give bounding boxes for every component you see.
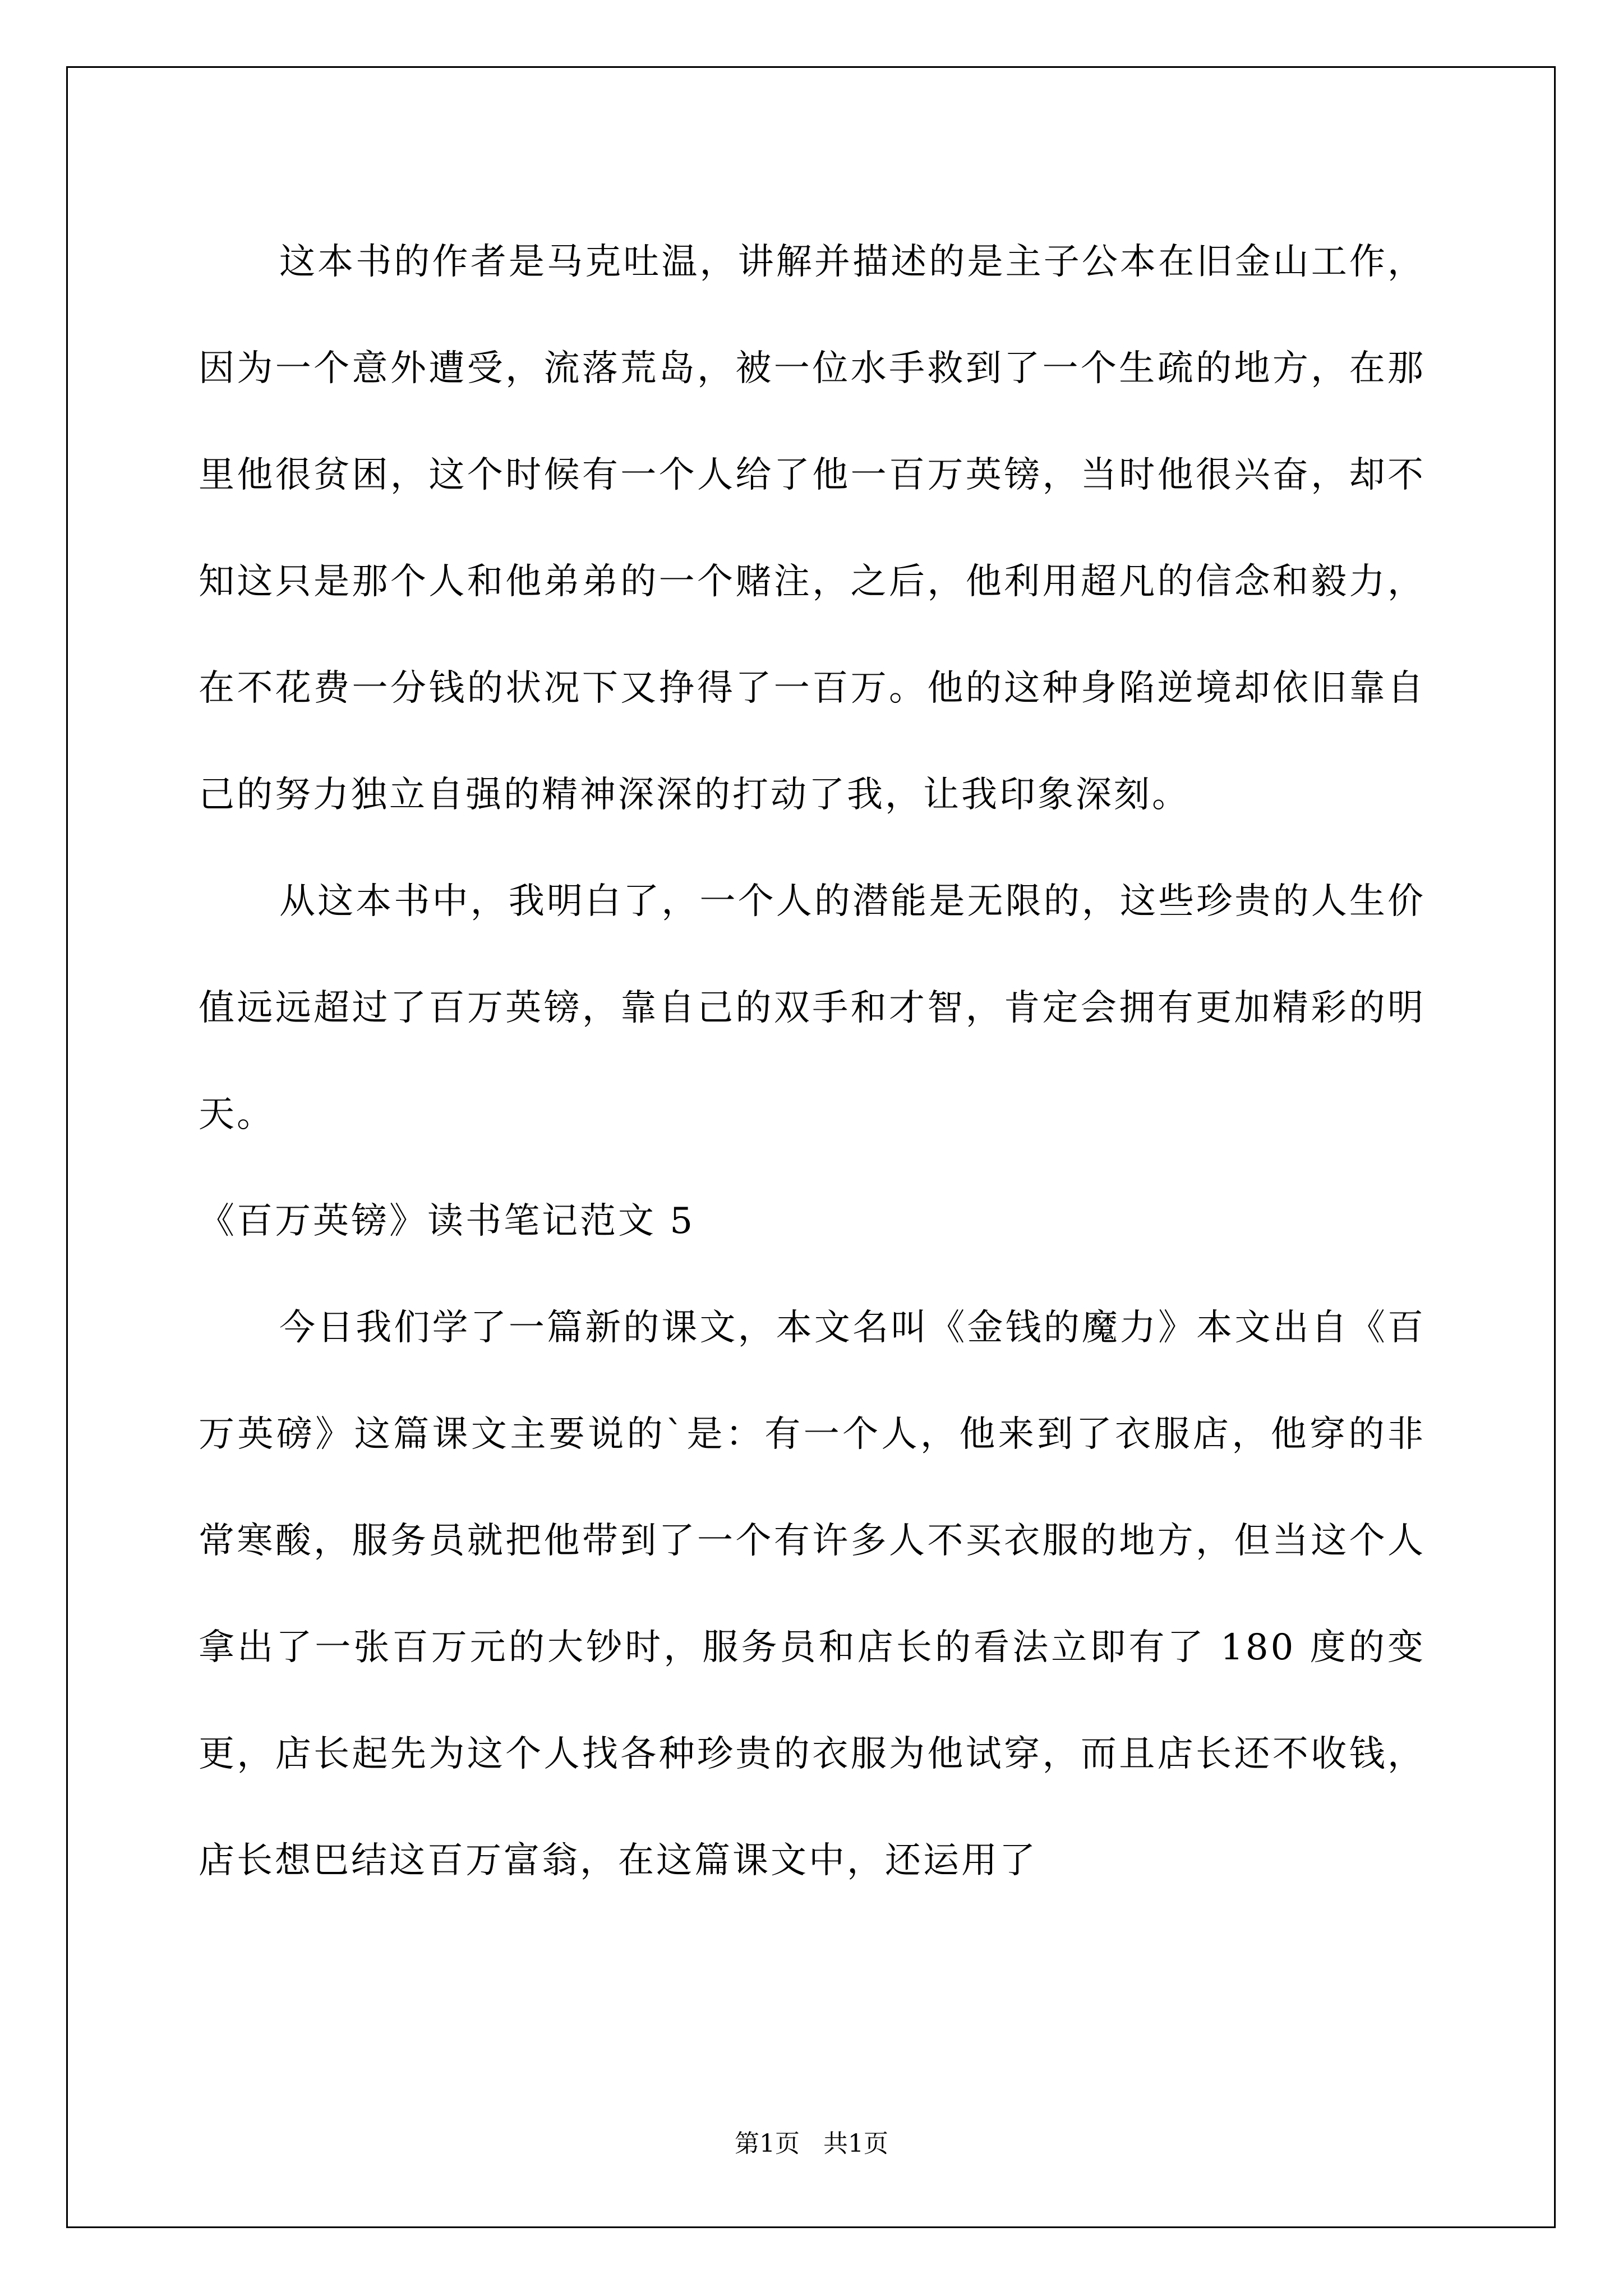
page-number: 第1页 xyxy=(735,2129,800,2158)
page-footer xyxy=(0,2127,1623,2161)
section-heading: 《百万英镑》读书笔记范文 5 xyxy=(199,1200,695,1242)
page-total: 共1页 xyxy=(823,2129,888,2158)
paragraph-3: 今日我们学了一篇新的课文，本文名叫《金钱的魔力》本文出自《百万英磅》这篇课文主要说的`是：有一个人，他来到了衣服店，他穿的非常寒酸，服务员就把他带到了一个有许多人不买衣服的地方，但当这个人拿出了一张百万元的大钞时，服务员和店长的看法立即有了 180 度的变更，店长起先为这个人找各种珍贵的衣服为他试穿，而且店长还不收钱，店长想巴结这百万富翁，在这篇课文中，还运用了 xyxy=(199,1307,1426,1881)
paragraph-1: 这本书的作者是马克吐温，讲解并描述的是主子公本在旧金山工作，因为一个意外遭受，流落荒岛，被一位水手救到了一个生疏的地方，在那里他很贫困，这个时候有一个人给了他一百万英镑，当时他很兴奋，却不知这只是那个人和他弟弟的一个赌注，之后，他利用超凡的信念和毅力，在不花费一分钱的状况下又挣得了一百万。他的这种身陷逆境却依旧靠自己的努力独立自强的精神深深的打动了我，让我印象深刻。 xyxy=(199,241,1426,816)
paragraph-2: 从这本书中，我明白了，一个人的潜能是无限的，这些珍贵的人生价值远远超过了百万英镑，靠自己的双手和才智，肯定会拥有更加精彩的明天。 xyxy=(199,881,1426,1135)
document-body xyxy=(199,209,1426,1914)
